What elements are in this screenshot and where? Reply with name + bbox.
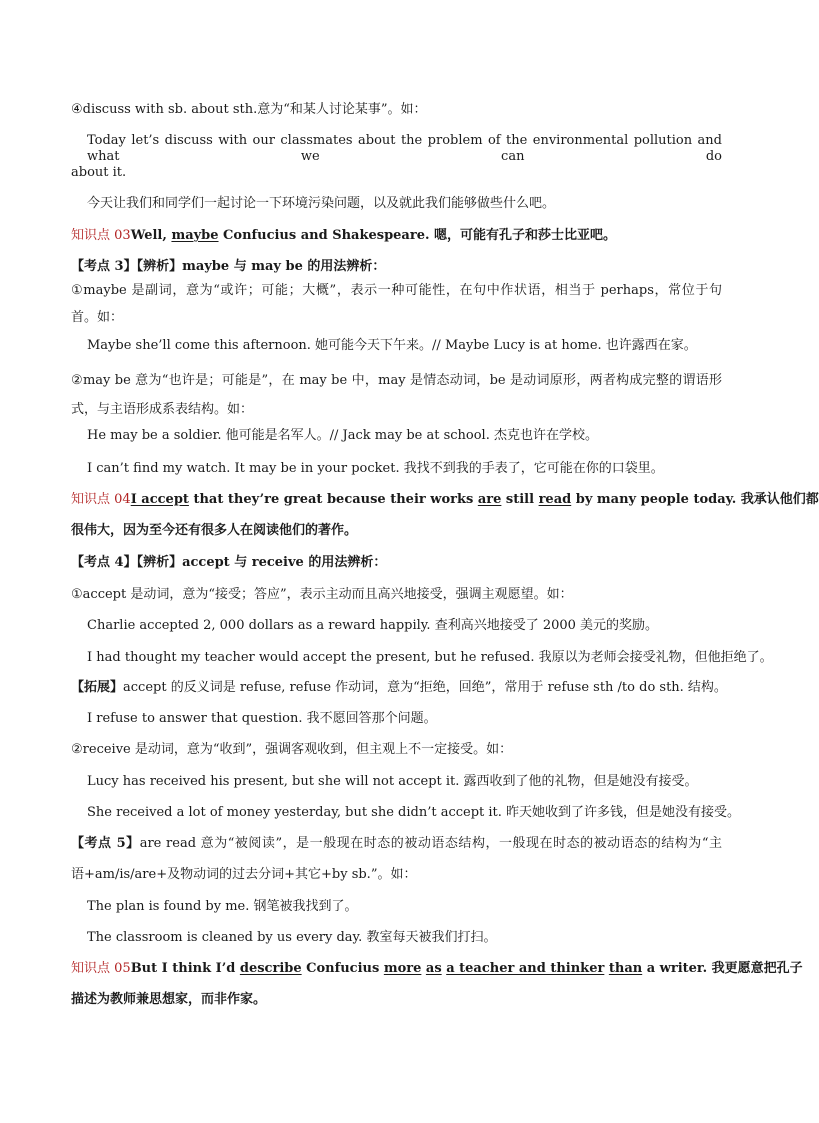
extension-label: 【拓展】 xyxy=(71,680,124,695)
example-sentence: I can’t find my watch. It may be in your pocket. 我找不到我的手表了，它可能在你的口袋里。 xyxy=(87,461,664,476)
exam-point-4-heading: 【考点 4】【辨析】accept 与 receive 的用法辨析： xyxy=(71,555,387,570)
paragraph-text: accept 的反义词是 refuse, refuse 作动词，意为“拒绝，回绝”，常用于 refuse sth /to do sth. 结构。 xyxy=(123,680,727,695)
kp-text: Well, xyxy=(130,228,172,243)
paragraph-accept xyxy=(71,587,573,603)
example-sentence: Lucy has received his present, but she will not accept it. 露西收到了他的礼物，但是她没有接受。 xyxy=(87,774,698,789)
kp-underlined: I accept xyxy=(130,492,189,507)
knowledge-point-label: 知识点 03 xyxy=(71,228,131,243)
kp-underlined: than xyxy=(608,961,643,976)
item-number: ① xyxy=(71,587,83,602)
item-number: ④ xyxy=(71,102,83,117)
paragraph-maybe-cont: 首。如： xyxy=(71,310,124,325)
paragraph-may-be xyxy=(71,373,722,389)
kp-text: still xyxy=(501,492,539,507)
knowledge-point-04 xyxy=(71,492,819,508)
paragraph-extension xyxy=(71,680,727,696)
paragraph-may-be-cont: 式，与主语形成系表结构。如： xyxy=(71,402,254,417)
kp-underlined: maybe xyxy=(171,228,219,243)
kp-text: Confucius xyxy=(301,961,384,976)
kp-text: by many people today. 我承认他们都 xyxy=(571,492,819,507)
paragraph-text: are read 意为“被阅读”，是一般现在时态的被动语态结构，一般现在时态的被动语态的结构为“主 xyxy=(139,836,723,851)
item-number: ② xyxy=(71,742,83,757)
paragraph-exam-point-5-cont: 语+am/is/are+及物动词的过去分词+其它+by sb.”。如： xyxy=(71,867,417,882)
example-sentence: Charlie accepted 2, 000 dollars as a reward happily. 查利高兴地接受了 2000 美元的奖励。 xyxy=(87,618,659,633)
kp-underlined: a teacher and thinker xyxy=(446,961,605,976)
knowledge-point-05 xyxy=(71,961,803,977)
kp-underlined: as xyxy=(425,961,442,976)
kp-underlined: are xyxy=(477,492,502,507)
exam-point-5-label: 【考点 5】 xyxy=(71,836,140,851)
kp-text: that they’re great because their works xyxy=(188,492,478,507)
paragraph-exam-point-5 xyxy=(71,836,722,852)
kp-text: Confucius and Shakespeare. 嗯，可能有孔子和莎士比亚吧。 xyxy=(218,228,617,243)
paragraph-text: may be 意为“也许是；可能是”，在 may be 中，may 是情态动词，be 是动词原形，两者构成完整的谓语形 xyxy=(82,373,723,388)
example-sentence: She received a lot of money yesterday, but she didn’t accept it. 昨天她收到了许多钱，但是她没有接受。 xyxy=(87,805,741,820)
knowledge-point-03 xyxy=(71,228,616,244)
kp-underlined: more xyxy=(383,961,422,976)
example-sentence: I refuse to answer that question. 我不愿回答那个问题。 xyxy=(87,711,437,726)
paragraph-text: receive 是动词，意为“收到”，强调客观收到，但主观上不一定接受。如： xyxy=(82,742,513,757)
item-number: ① xyxy=(71,283,84,298)
item-number: ② xyxy=(71,373,83,388)
example-sentence: Maybe she’ll come this afternoon. 她可能今天下午来。// Maybe Lucy is at home. 也许露西在家。 xyxy=(87,338,697,353)
paragraph-text: maybe 是副词，意为“或许；可能；大概”，表示一种可能性，在句中作状语，相当于 perhaps，常位于句 xyxy=(83,283,723,298)
example-sentence: Today let’s discuss with our classmates about the problem of the environmental pollution and what we can do xyxy=(87,133,722,164)
kp-text: But I think I’d xyxy=(130,961,240,976)
kp-underlined: read xyxy=(538,492,572,507)
paragraph-text: discuss with sb. about sth.意为“和某人讨论某事”。如： xyxy=(82,102,427,117)
knowledge-point-05-cont: 描述为教师兼思想家，而非作家。 xyxy=(71,992,267,1007)
example-sentence: The plan is found by me. 钢笔被我找到了。 xyxy=(87,899,358,914)
knowledge-point-label: 知识点 05 xyxy=(71,961,131,976)
exam-point-3-heading: 【考点 3】【辨析】maybe 与 may be 的用法辨析： xyxy=(71,259,386,274)
paragraph-text: accept 是动词，意为“接受；答应”，表示主动而且高兴地接受，强调主观愿望。如： xyxy=(82,587,573,602)
example-sentence-cont: about it. xyxy=(71,165,127,180)
knowledge-point-04-cont: 很伟大，因为至今还有很多人在阅读他们的著作。 xyxy=(71,523,358,538)
knowledge-point-label: 知识点 04 xyxy=(71,492,131,507)
paragraph-receive xyxy=(71,742,512,758)
example-sentence: He may be a soldier. 他可能是名军人。// Jack may be at school. 杰克也许在学校。 xyxy=(87,428,598,443)
paragraph-maybe xyxy=(71,283,722,299)
kp-text: a writer. 我更愿意把孔子 xyxy=(642,961,803,976)
example-sentence: The classroom is cleaned by us every day. 教室每天被我们打扫。 xyxy=(87,930,497,945)
example-sentence: I had thought my teacher would accept the present, but he refused. 我原以为老师会接受礼物，但他拒绝了。 xyxy=(87,650,773,665)
kp-underlined: describe xyxy=(239,961,302,976)
paragraph-discuss xyxy=(71,102,427,118)
example-translation: 今天让我们和同学们一起讨论一下环境污染问题，以及就此我们能够做些什么吧。 xyxy=(87,196,556,211)
